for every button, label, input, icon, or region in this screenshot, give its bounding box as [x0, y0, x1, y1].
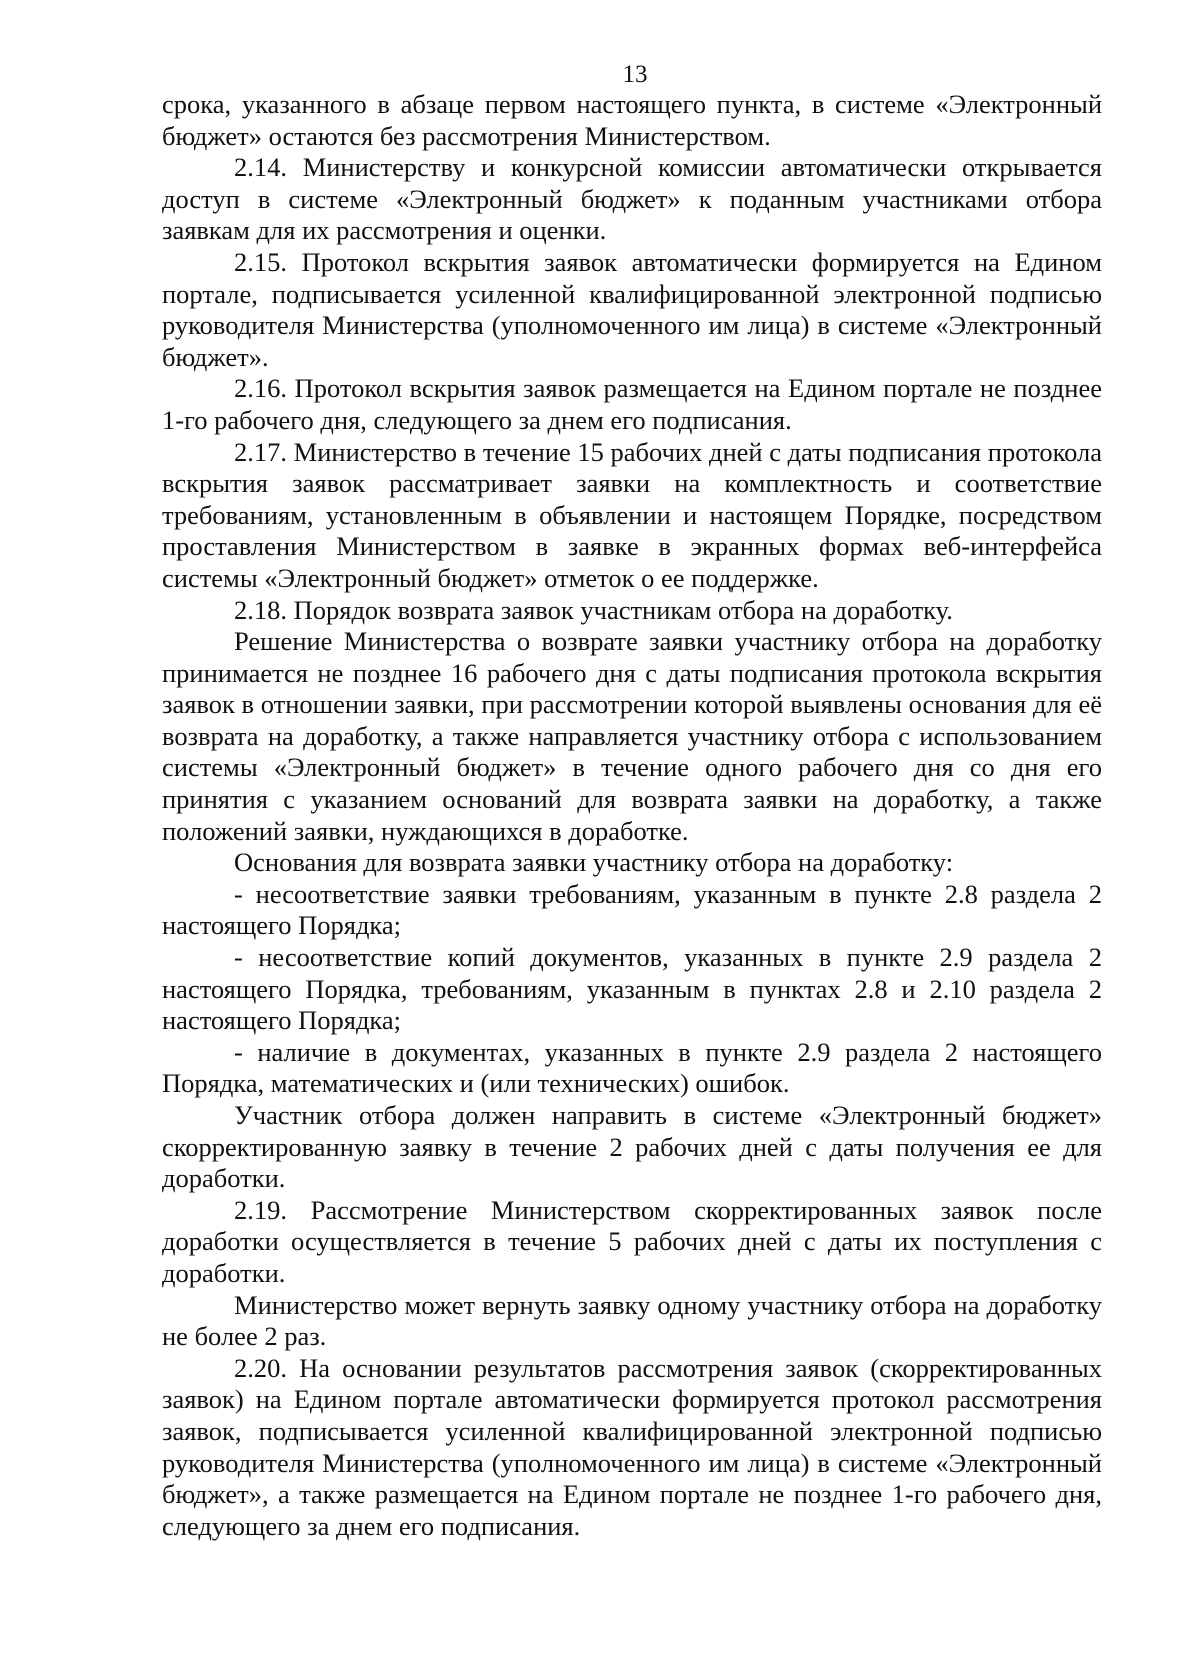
paragraph-2-20: 2.20. На основании результатов рассмотрения заявок (скорректированных заявок) на Едином портале автоматически формируется протокол рассмотрения заявок, подписывается усиленной квалифицированной электронной подписью руководителя Министерства (уполномоченного им лица) в системе «Электронный бюджет», а также размещается на Едином портале не позднее 1-го рабочего дня, следующего за днем его подписания. — [162, 1352, 1102, 1541]
paragraph-corrected-submission: Участник отбора должен направить в системе «Электронный бюджет» скорректированную заявку в течение 2 рабочих дней с даты получения ее для доработки. — [162, 1100, 1102, 1194]
list-item-ground-1: - несоответствие заявки требованиям, указанным в пункте 2.8 раздела 2 настоящего Порядка; — [162, 878, 1102, 941]
paragraph-2-14: 2.14. Министерству и конкурсной комиссии автоматически открывается доступ в системе «Электронный бюджет» к поданным участниками отбора заявкам для их рассмотрения и оценки. — [162, 152, 1102, 246]
paragraph-2-15: 2.15. Протокол вскрытия заявок автоматически формируется на Едином портале, подписывается усиленной квалифицированной электронной подписью руководителя Министерства (уполномоченного им лица) в системе «Электронный бюджет». — [162, 246, 1102, 372]
paragraph-return-grounds: Основания для возврата заявки участнику отбора на доработку: — [234, 847, 954, 878]
paragraph-return-decision: Решение Министерства о возврате заявки участнику отбора на доработку принимается не позднее 16 рабочего дня с даты подписания протокола вскрытия заявок в отношении заявки, при рассмотрении которой выявлены основания для её возврата на доработку, а также направляется участнику отбора с использованием системы «Электронный бюджет» в течение одного рабочего дня со дня его принятия с указанием оснований для возврата заявки на доработку, а также положений заявки, нуждающихся в доработке. — [162, 626, 1102, 846]
paragraph-2-18: 2.18. Порядок возврата заявок участникам отбора на доработку. — [234, 594, 953, 625]
paragraph-2-17: 2.17. Министерство в течение 15 рабочих дней с даты подписания протокола вскрытия заявок рассматривает заявки на комплектность и соответствие требованиям, установленным в объявлении и настоящем Порядке, посредством проставления Министерством в заявке в экранных формах веб-интерфейса системы «Электронный бюджет» отметок о ее поддержке. — [162, 436, 1102, 593]
paragraph-2-19: 2.19. Рассмотрение Министерством скорректированных заявок после доработки осуществляется в течение 5 рабочих дней с даты их поступления с доработки. — [162, 1194, 1102, 1288]
paragraph-return-limit: Министерство может вернуть заявку одному участнику отбора на доработку не более 2 раз. — [162, 1289, 1102, 1352]
paragraph-continuation: срока, указанного в абзаце первом настоящего пункта, в системе «Электронный бюджет» остаются без рассмотрения Министерством. — [162, 89, 1102, 151]
list-item-ground-3: - наличие в документах, указанных в пункте 2.9 раздела 2 настоящего Порядка, математических и (или технических) ошибок. — [162, 1036, 1102, 1099]
document-body — [162, 89, 1102, 1542]
list-item-ground-2: - несоответствие копий документов, указанных в пункте 2.9 раздела 2 настоящего Порядка, требованиям, указанным в пунктах 2.8 и 2.10 раздела 2 настоящего Порядка; — [162, 942, 1102, 1036]
paragraph-2-16: 2.16. Протокол вскрытия заявок размещается на Едином портале не позднее 1-го рабочего дня, следующего за днем его подписания. — [162, 373, 1102, 435]
page-number: 13 — [622, 61, 648, 88]
